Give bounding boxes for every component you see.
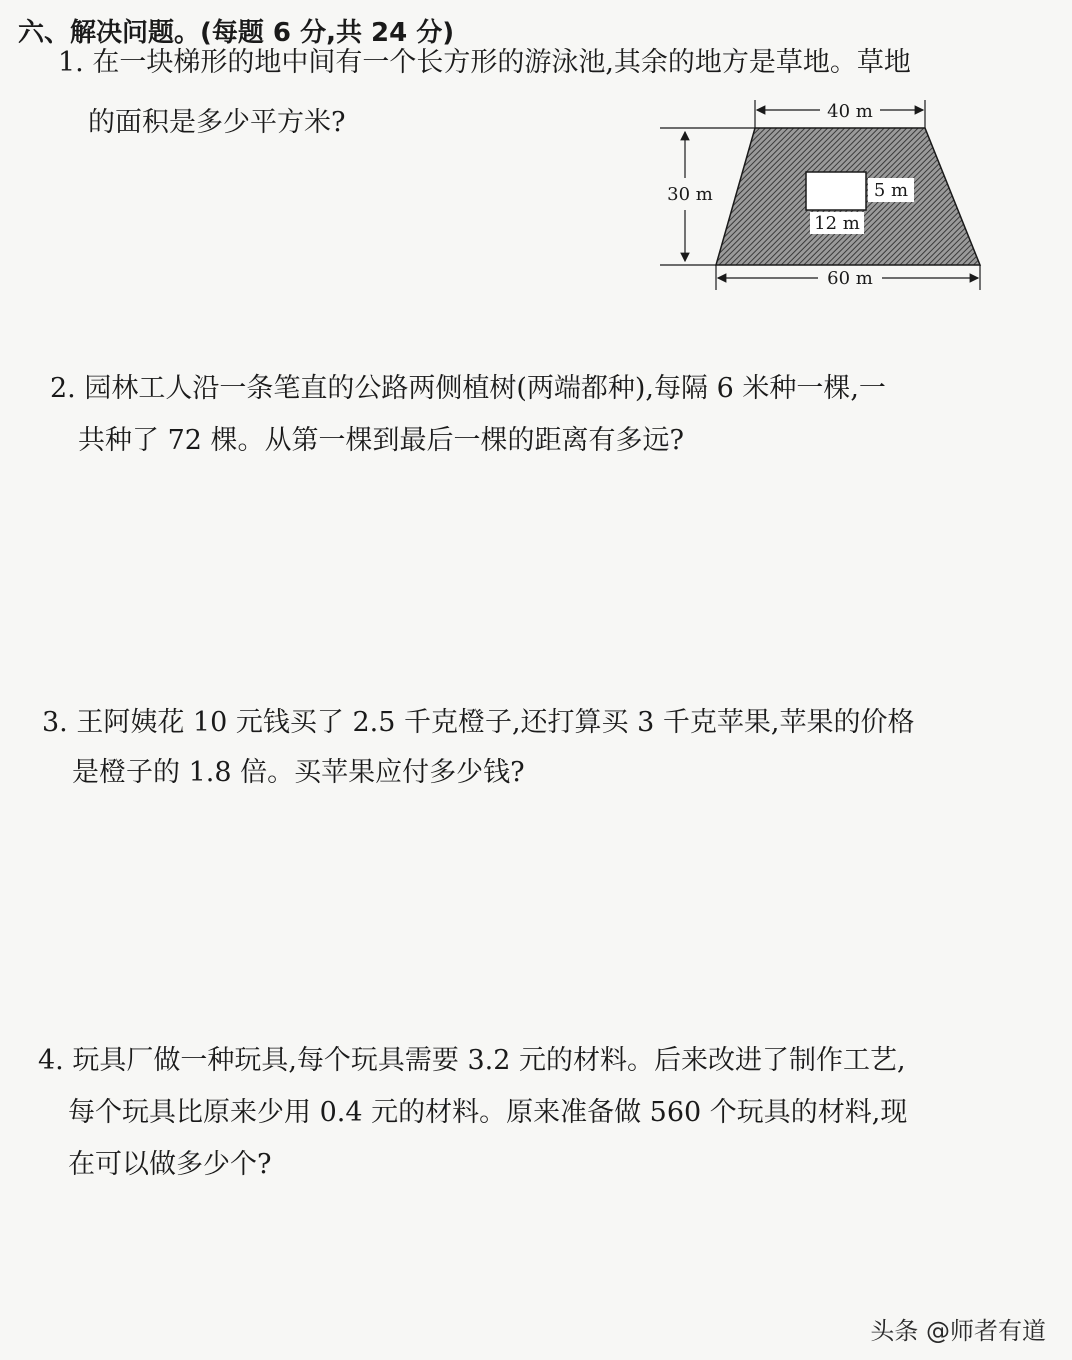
pool-rectangle — [806, 172, 866, 210]
bottom-label: 60 m — [827, 268, 873, 289]
problem-2-line-2: 共种了 72 棵。从第一棵到最后一棵的距离有多远? — [78, 425, 684, 456]
problem-4-line-3: 在可以做多少个? — [68, 1149, 272, 1180]
watermark: 头条 @师者有道 — [870, 1317, 1046, 1345]
section-header: 六、解决问题。(每题 6 分,共 24 分) — [18, 18, 455, 48]
problem-4-line-1: 4. 玩具厂做一种玩具,每个玩具需要 3.2 元的材料。后来改进了制作工艺, — [38, 1045, 906, 1076]
problem-4-line-2: 每个玩具比原来少用 0.4 元的材料。原来准备做 560 个玩具的材料,现 — [68, 1097, 908, 1128]
problem-3-line-2: 是橙子的 1.8 倍。买苹果应付多少钱? — [72, 757, 525, 788]
height-label: 30 m — [667, 184, 713, 205]
problem-1-line-2: 的面积是多少平方米? — [88, 107, 346, 138]
pool-width-label: 12 m — [814, 213, 860, 234]
pool-height-label: 5 m — [873, 180, 909, 201]
top-label: 40 m — [827, 101, 873, 122]
problem-3-line-1: 3. 王阿姨花 10 元钱买了 2.5 千克橙子,还打算买 3 千克苹果,苹果的价格 — [42, 707, 915, 738]
problem-1-line-1: 1. 在一块梯形的地中间有一个长方形的游泳池,其余的地方是草地。草地 — [58, 47, 911, 78]
problem-2-line-1: 2. 园林工人沿一条笔直的公路两侧植树(两端都种),每隔 6 米种一棵,一 — [50, 373, 886, 404]
trapezoid-pool-figure — [650, 90, 1010, 300]
